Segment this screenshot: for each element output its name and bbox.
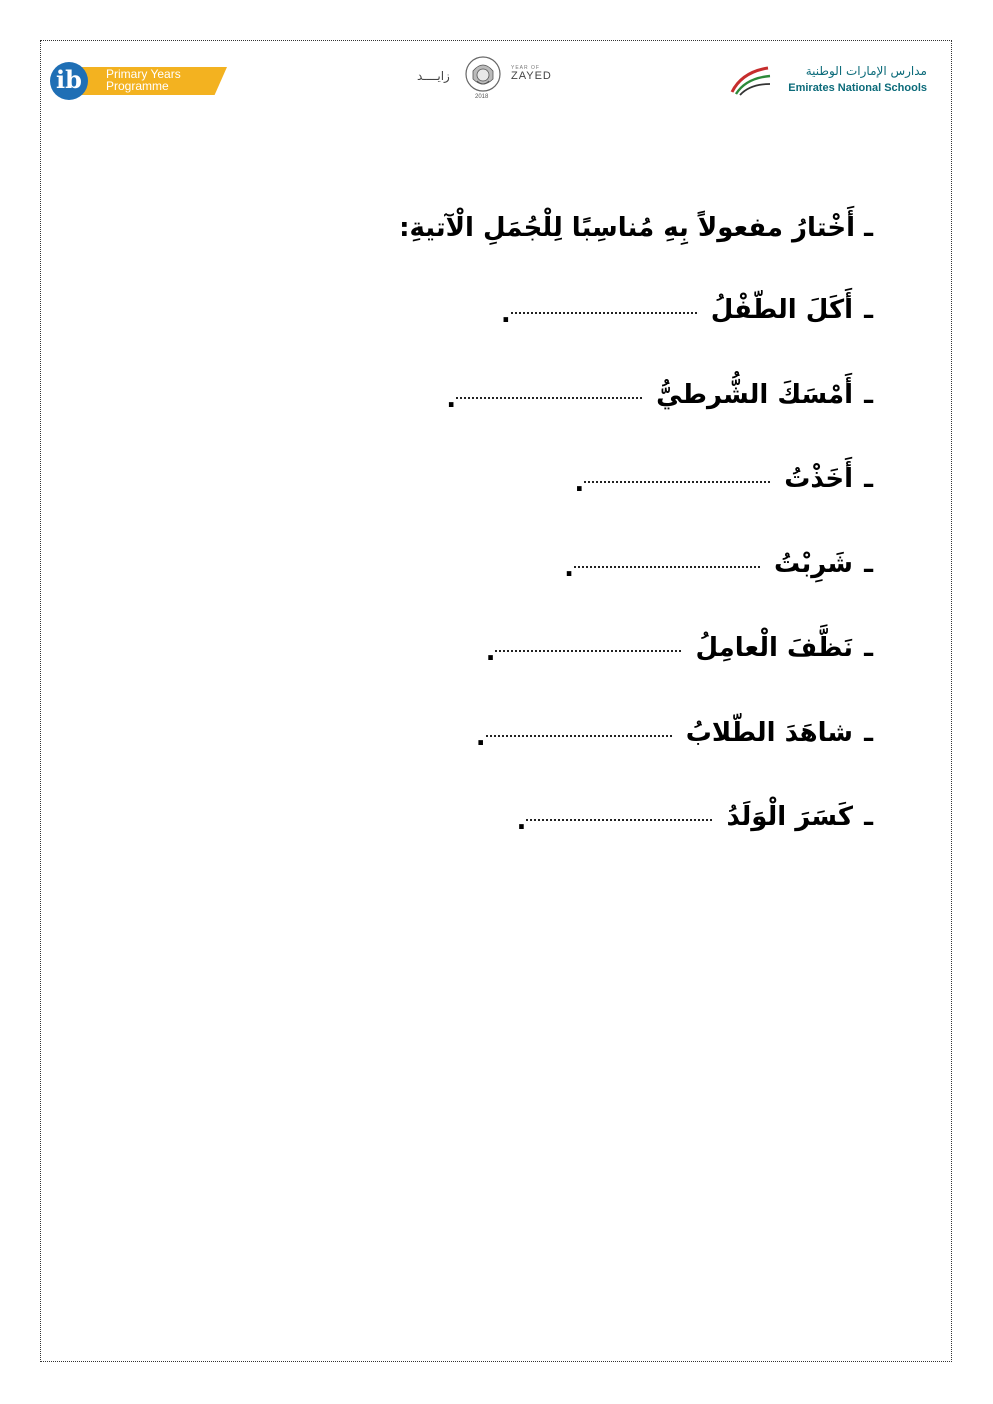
school-name-arabic: مدارس الإمارات الوطنية [805,64,927,78]
ib-logo-text [106,68,181,92]
answer-blank[interactable] [574,544,760,568]
emirates-national-schools-logo [728,62,933,100]
exercise-item [446,797,873,882]
item-sentence: كَسَرَ الْوَلَدُ [726,802,853,832]
exercise-item [446,628,873,713]
zayed-english-small: YEAR OF [511,65,540,71]
item-period: . [485,637,496,667]
item-sentence: نَظَّفَ الْعامِلُ [695,633,853,663]
exercise-item [446,544,873,629]
ib-pyp-logo [50,62,230,100]
item-dash: ـ [864,379,873,410]
year-of-zayed-logo [415,55,555,103]
zayed-year-text: 2018 [475,94,489,100]
ib-logo-line1: Primary Years [106,67,181,81]
exercise-item [446,290,873,375]
item-dash: ـ [864,548,873,579]
exercise-list [446,290,873,882]
answer-blank[interactable] [584,459,770,483]
item-period: . [446,383,457,414]
ib-logo-mark: ib [50,62,88,100]
item-dash: ـ [864,633,873,663]
exercise-item [446,375,873,460]
school-name-english: Emirates National Schools [788,82,927,94]
exercise-item [446,713,873,798]
item-sentence: أَكَلَ الطّفْلُ [710,295,853,325]
item-dash: ـ [864,295,873,325]
answer-blank[interactable] [456,375,642,399]
item-sentence: شاهَدَ الطّلابُ [685,717,853,748]
item-period: . [475,721,486,752]
answer-blank[interactable] [526,797,712,821]
answer-blank[interactable] [486,713,672,737]
item-sentence: أَمْسَكَ الشُّرطيُّ [656,379,853,410]
item-period: . [574,468,585,498]
ib-logo-line2: Programme [106,79,169,93]
answer-blank[interactable] [495,628,681,652]
item-dash: ـ [864,802,873,832]
answer-blank[interactable] [511,290,697,314]
item-period: . [516,806,527,836]
zayed-arabic-text: زايــــد [417,69,450,83]
zayed-english-text: ZAYED [511,70,552,82]
zayed-portrait-icon [465,55,501,93]
item-dash: ـ [864,464,873,494]
school-swoosh-icon [728,64,772,96]
item-period: . [564,552,574,583]
exercise-item [446,459,873,544]
worksheet-instruction: ـ أَخْتارُ مفعولاً بِهِ مُناسِبًا لِلْجُمَلِ الْآتيةِ: [399,213,873,243]
item-dash: ـ [864,717,873,748]
item-period: . [500,299,511,329]
item-sentence: أَخَذْتُ [784,464,853,494]
item-sentence: شَرِبْتُ [773,548,853,579]
